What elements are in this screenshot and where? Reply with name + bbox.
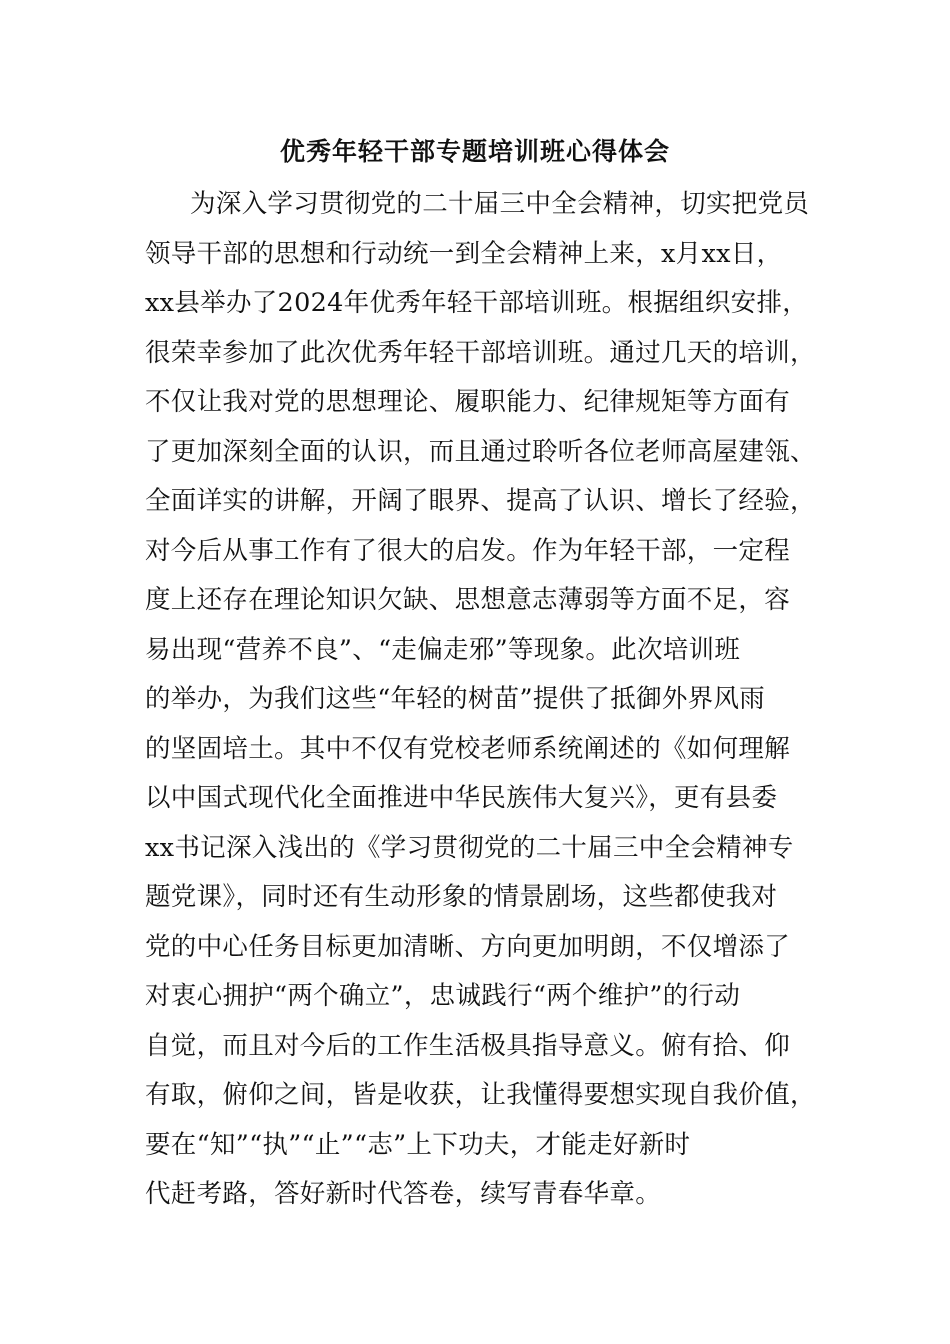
paragraph-line: 题党课》，同时还有生动形象的情景剧场，这些都使我对 [145,882,778,912]
paragraph-line: 的坚固培土。其中不仅有党校老师系统阐述的《如何理解 [145,733,791,764]
paragraph-line: 党的中心任务目标更加清晰、方向更加明朗，不仅增添了 [145,931,791,962]
paragraph-line: xx县举办了2024年优秀年轻干部培训班。根据组织安排， [145,288,809,318]
paragraph-line: 易出现“营养不良”、“走偏走邪”等现象。此次培训班 [145,634,741,665]
paragraph-line: 不仅让我对党的思想理论、履职能力、纪律规矩等方面有 [145,387,791,417]
paragraph-line: xx书记深入浅出的《学习贯彻党的二十届三中全会精神专 [145,832,794,863]
paragraph-line: 领导干部的思想和行动统一到全会精神上来，x月xx日， [145,238,783,269]
paragraph-line: 要在“知”“执”“止”“志”上下功夫，才能走好新时 [145,1129,691,1160]
paragraph-line: 了更加深刻全面的认识，而且通过聆听各位老师高屋建瓴、 [145,436,816,467]
document-title: 优秀年轻干部专题培训班心得体会 [279,137,670,166]
paragraph-line: 对今后从事工作有了很大的启发。作为年轻干部，一定程 [145,535,791,566]
paragraph-line: 度上还存在理论知识欠缺、思想意志薄弱等方面不足，容 [145,585,791,615]
paragraph-line: 以中国式现代化全面推进中华民族伟大复兴》，更有县委 [145,783,778,813]
paragraph-line: 很荣幸参加了此次优秀年轻干部培训班。通过几天的培训， [145,337,816,368]
paragraph-line: 的举办，为我们这些“年轻的树苗”提供了抵御外界风雨 [145,684,766,714]
paragraph-line: 有取，俯仰之间，皆是收获，让我懂得要想实现自我价值， [145,1080,816,1110]
paragraph-line: 代赶考路，答好新时代答卷，续写青春华章。 [145,1179,662,1209]
paragraph-line: 自觉，而且对今后的工作生活极具指导意义。俯有拾、仰 [145,1030,791,1061]
document-body [145,180,816,1220]
paragraph-line: 全面详实的讲解，开阔了眼界、提高了认识、增长了经验， [145,486,816,516]
paragraph-line: 为深入学习贯彻党的二十届三中全会精神，切实把党员 [190,189,810,219]
paragraph-line: 对衷心拥护“两个确立”，忠诚践行“两个维护”的行动 [145,981,741,1011]
